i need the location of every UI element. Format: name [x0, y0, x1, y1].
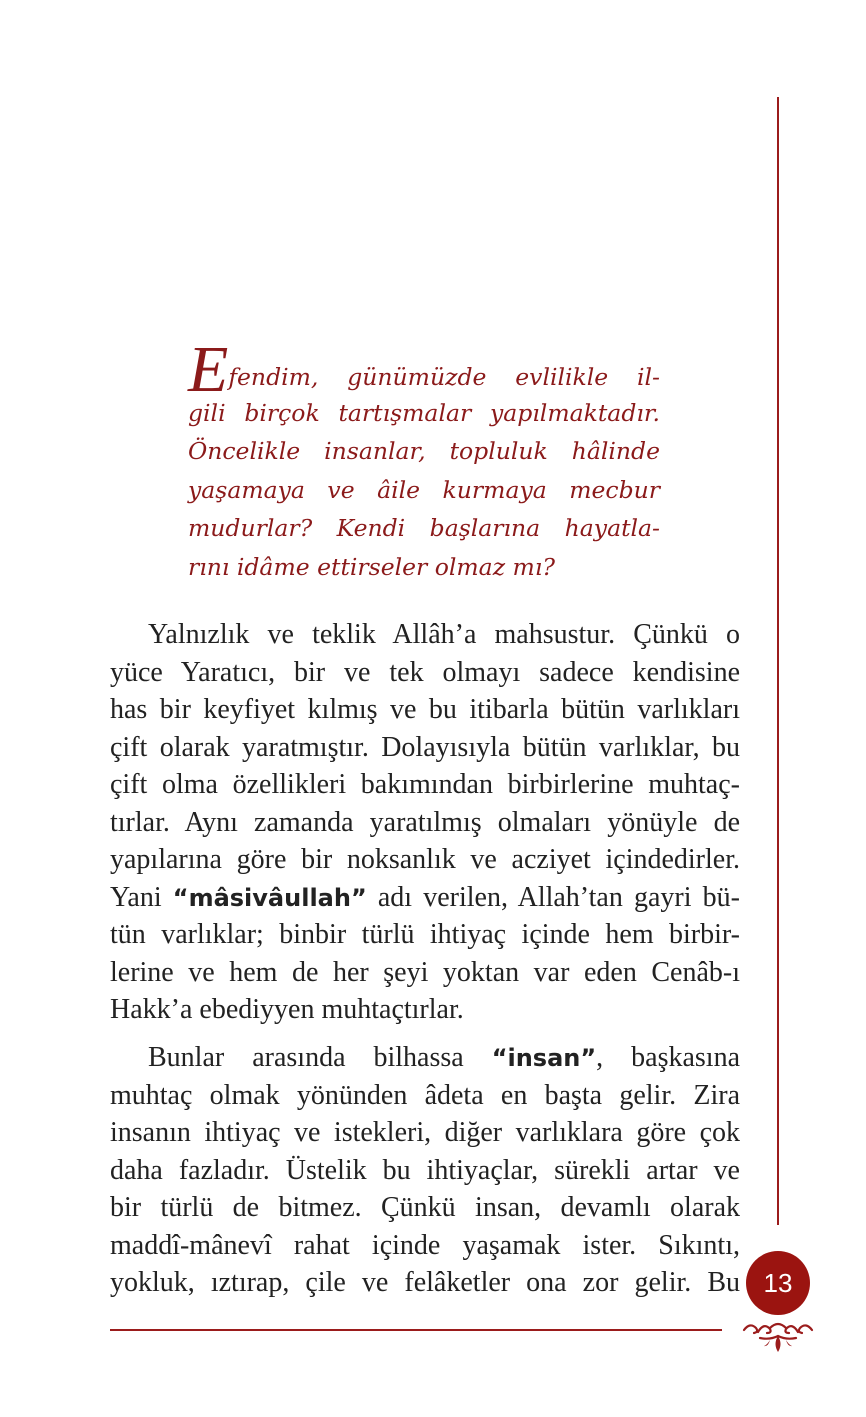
text-segment: Yalnızlık ve teklik Allâh’a mahsustur. Çünkü o	[148, 619, 740, 650]
text-line	[110, 991, 740, 1029]
text-line	[110, 1039, 740, 1077]
text-segment: Yani	[110, 881, 173, 913]
question-line-text: mudurlar? Kendi başlarına hayatla-	[188, 514, 660, 542]
text-segment: Hakk’a ebediyyen muhtaçtırlar.	[110, 994, 464, 1025]
text-line	[110, 1264, 740, 1302]
emphasized-term: “insan”	[491, 1044, 597, 1072]
flourish-ornament-icon	[740, 1318, 816, 1354]
text-line	[110, 879, 740, 917]
text-line	[110, 804, 740, 842]
emphasized-term: “mâsivâullah”	[172, 883, 367, 912]
text-segment: daha fazladır. Üstelik bu ihtiyaçlar, sürekli artar ve	[110, 1154, 740, 1186]
text-line	[110, 616, 740, 654]
paragraph-2	[110, 1039, 740, 1302]
text-line	[110, 691, 740, 729]
text-segment: yapılarına göre bir noksanlık ve acziyet içindedirler.	[110, 844, 740, 875]
text-line	[110, 1114, 740, 1152]
text-line	[110, 729, 740, 767]
text-segment: maddî-mânevî rahat içinde yaşamak ister. Sıkıntı,	[110, 1229, 740, 1261]
text-segment: , başkasına	[596, 1042, 740, 1073]
text-segment: muhtaç olmak yönünden âdeta en başta gelir. Zira	[110, 1079, 740, 1111]
text-line	[110, 1189, 740, 1227]
text-line	[110, 841, 740, 879]
text-line	[110, 654, 740, 692]
question-line-text: fendim, günümüzde evlilikle il-	[228, 363, 660, 391]
text-line	[110, 916, 740, 954]
text-line	[110, 1077, 740, 1115]
text-segment: lerine ve hem de her şeyi yoktan var eden Cenâb-ı	[110, 956, 740, 988]
question-line	[188, 548, 660, 587]
question-line	[188, 394, 660, 433]
question-line	[188, 333, 660, 406]
text-line	[110, 1227, 740, 1265]
margin-rule-vertical	[777, 97, 779, 1225]
text-segment: çift olarak yaratmıştır. Dolayısıyla bütün varlıklar, bu	[110, 731, 740, 763]
drop-cap: E	[188, 333, 229, 406]
question-line	[188, 509, 660, 548]
page-number: 13	[746, 1251, 810, 1315]
text-segment: yokluk, ıztırap, çile ve felâketler ona zor gelir. Bu	[110, 1267, 740, 1298]
text-segment: Bunlar arasında bilhassa	[148, 1042, 492, 1073]
text-segment: has bir keyfiyet kılmış ve bu itibarla bütün varlıkları	[110, 694, 740, 725]
question-line-text: yaşamaya ve âile kurmaya mecbur	[188, 475, 660, 504]
text-segment: tırlar. Aynı zamanda yaratılmış olmaları yönüyle de	[110, 806, 740, 838]
text-segment: adı verilen, Allah’tan gayri bü-	[366, 881, 741, 913]
text-line	[110, 954, 740, 992]
text-segment: tün varlıklar; binbir türlü ihtiyaç içinde hem birbir-	[110, 919, 740, 950]
question-line	[188, 471, 660, 510]
text-line	[110, 1152, 740, 1190]
text-segment: yüce Yaratıcı, bir ve tek olmayı sadece kendisine	[110, 656, 740, 688]
question-line-text: rını idâme ettirseler olmaz mı?	[188, 552, 555, 581]
text-segment: çift olma özellikleri bakımından birbirlerine muhtaç-	[110, 769, 740, 800]
question-line	[188, 432, 660, 471]
question-line-text: Öncelikle insanlar, topluluk hâlinde	[188, 437, 660, 465]
question-block	[188, 333, 660, 586]
footer-rule	[110, 1329, 722, 1331]
question-line-text: gili birçok tartışmalar yapılmaktadır.	[188, 398, 660, 427]
text-segment: insanın ihtiyaç ve istekleri, diğer varlıklara göre çok	[110, 1117, 740, 1148]
text-line	[110, 766, 740, 804]
text-segment: bir türlü de bitmez. Çünkü insan, devamlı olarak	[110, 1192, 740, 1223]
paragraph-1	[110, 616, 740, 1029]
